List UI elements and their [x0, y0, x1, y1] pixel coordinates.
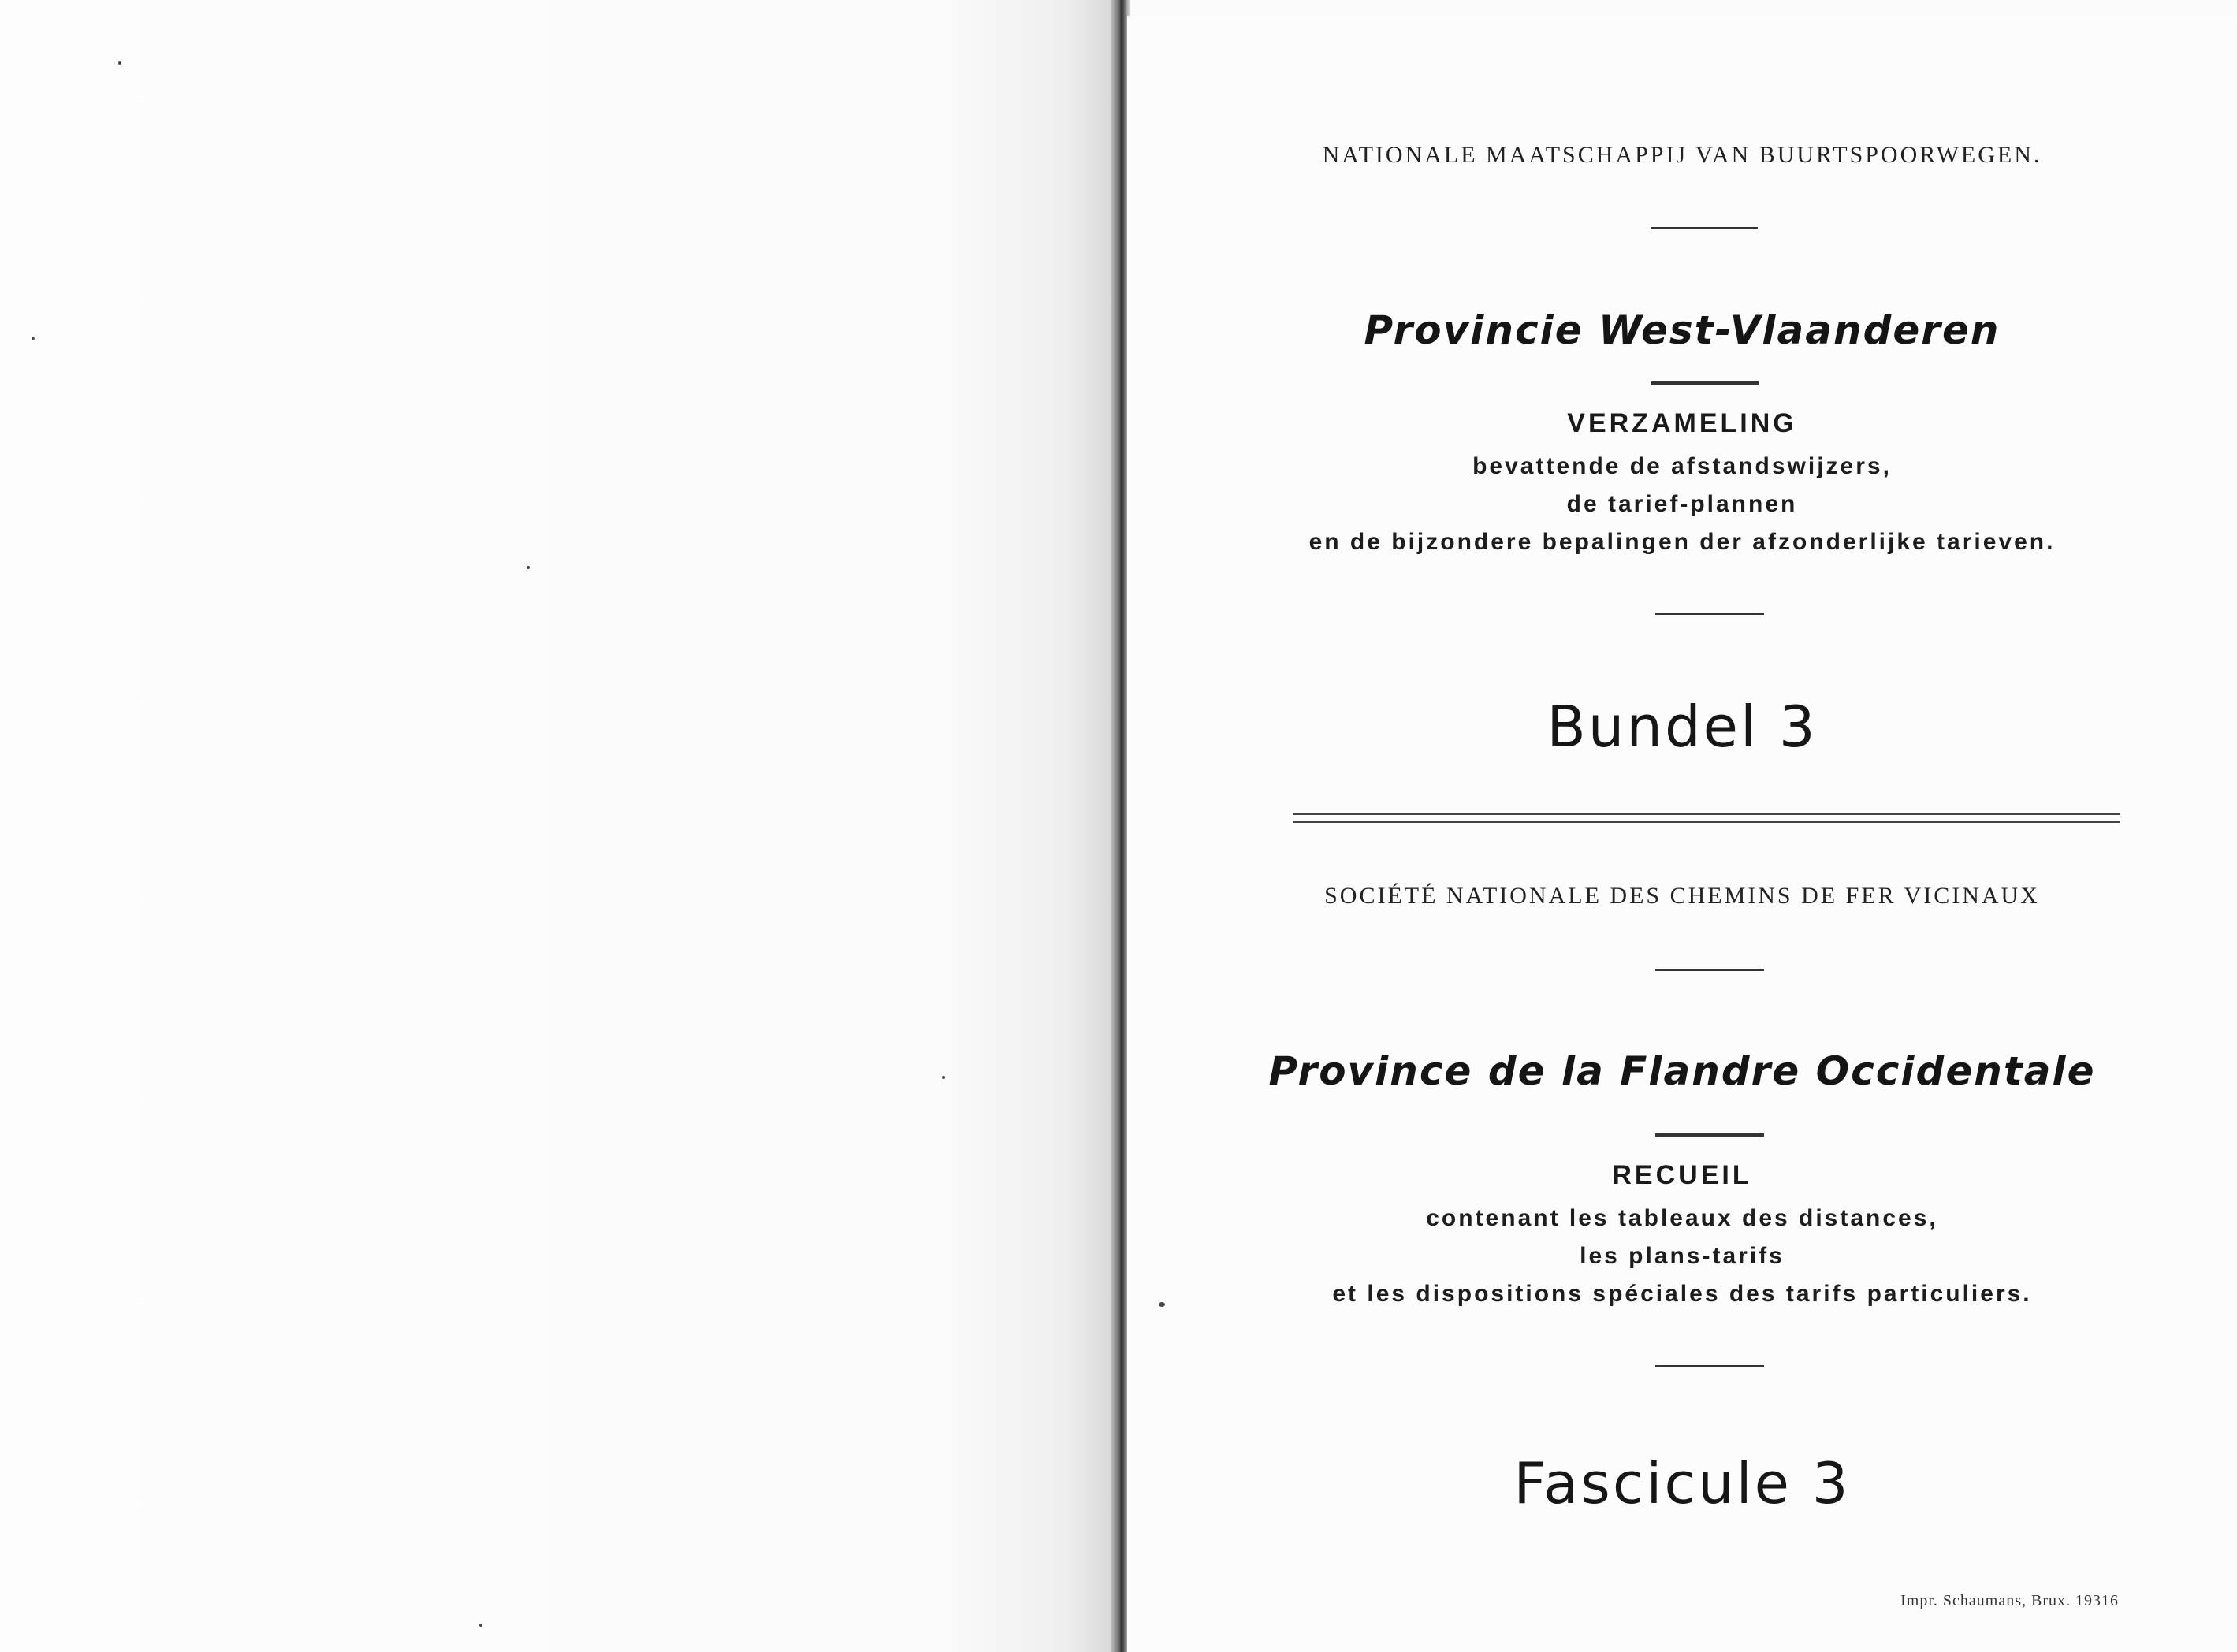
province-french: Province de la Flandre Occidentale [1268, 1048, 2096, 1094]
speck [1159, 1302, 1165, 1307]
separator [1655, 613, 1764, 615]
description-line: et les dispositions spéciales des tarifs particuliers. [1332, 1281, 2032, 1307]
separator [1651, 381, 1759, 385]
speck [942, 1076, 945, 1079]
publisher-french: SOCIÉTÉ NATIONALE DES CHEMINS DE FER VICINAUX [1324, 883, 2040, 909]
heading-french: RECUEIL [1612, 1160, 1752, 1190]
separator [1655, 1365, 1764, 1367]
separator [1655, 1133, 1764, 1137]
title-dutch: Bundel 3 [1547, 694, 1818, 760]
description-line: en de bijzondere bepalingen der afzonderlijke tarieven. [1308, 529, 2056, 555]
description-line: contenant les tableaux des distances, [1426, 1205, 1938, 1231]
speck [527, 566, 530, 569]
publisher-dutch: NATIONALE MAATSCHAPPIJ VAN BUURTSPOORWEGEN. [1322, 142, 2042, 168]
heading-dutch: VERZAMELING [1567, 408, 1797, 438]
speck [118, 61, 121, 65]
speck [479, 1624, 482, 1627]
separator [1655, 969, 1764, 971]
printer-imprint: Impr. Schaumans, Brux. 19316 [1900, 1592, 2119, 1609]
speck [32, 337, 35, 340]
double-separator [1293, 813, 2120, 823]
description-line: de tarief-plannen [1566, 491, 1798, 517]
province-dutch: Provincie West-Vlaanderen [1364, 307, 2001, 353]
left-blank-page [0, 0, 1111, 1652]
description-line: bevattende de afstandswijzers, [1472, 453, 1892, 479]
description-french [1127, 1200, 2237, 1313]
description-dutch [1127, 448, 2237, 561]
title-french: Fascicule 3 [1513, 1450, 1851, 1516]
title-page [1127, 16, 2237, 1652]
description-line: les plans-tarifs [1580, 1243, 1785, 1269]
separator [1651, 227, 1758, 229]
